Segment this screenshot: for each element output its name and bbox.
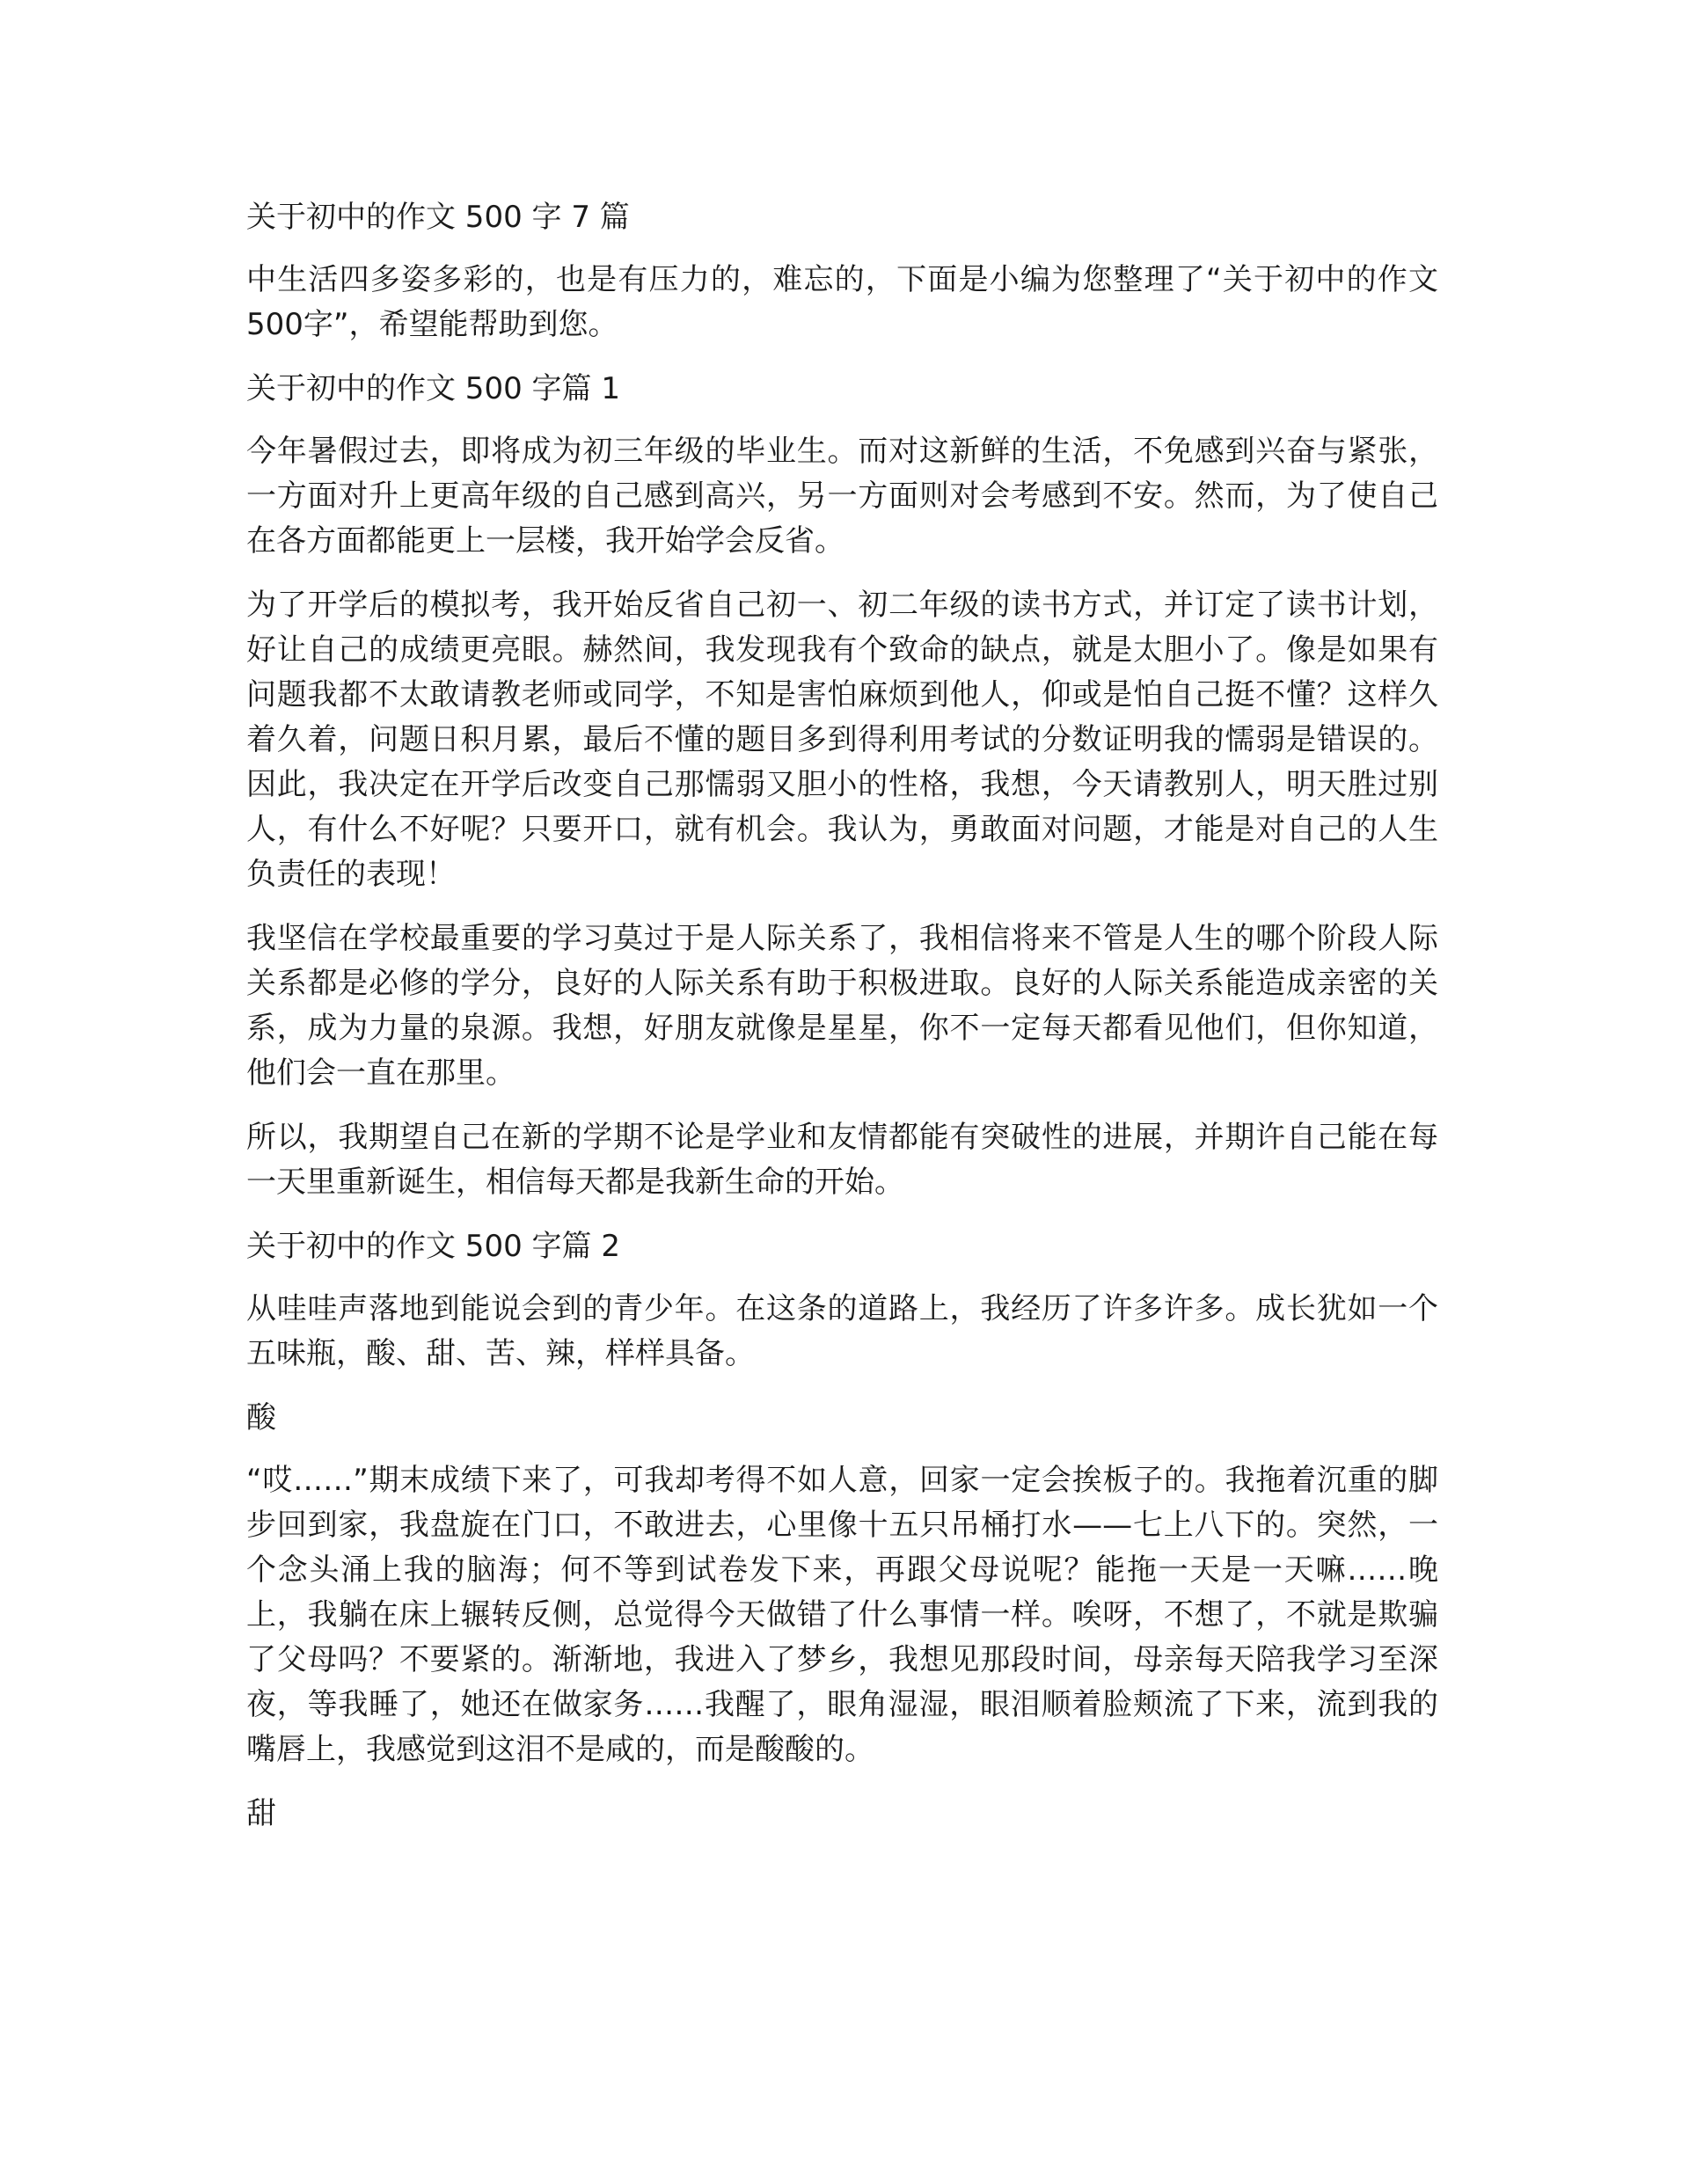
intro-paragraph: 中生活四多姿多彩的，也是有压力的，难忘的，下面是小编为您整理了“关于初中的作文 500字”，希望能帮助到您。 xyxy=(246,262,1438,342)
section-heading-1: 关于初中的作文 500 字篇 1 xyxy=(246,371,620,406)
body-paragraph: 我坚信在学校最重要的学习莫过于是人际关系了，我相信将来不管是人生的哪个阶段人际关系都是必修的学分，良好的人际关系有助于积极进取。良好的人际关系能造成亲密的关系，成为力量的泉源。我想，好朋友就像是星星，你不一定每天都看见他们，但你知道，他们会一直在那里。 xyxy=(246,921,1438,1091)
body-paragraph: 为了开学后的模拟考，我开始反省自己初一、初二年级的读书方式，并订定了读书计划，好让自己的成绩更亮眼。赫然间，我发现我有个致命的缺点，就是太胆小了。像是如果有问题我都不太敢请教老师或同学，不知是害怕麻烦到他人，仰或是怕自己挺不懂？这样久着久着，问题日积月累，最后不懂的题目多到得利用考试的分数证明我的懦弱是错误的。因此，我决定在开学后改变自己那懦弱又胆小的性格，我想，今天请教别人，明天胜过别人，有什么不好呢？只要开口，就有机会。我认为，勇敢面对问题，才能是对自己的人生负责任的表现！ xyxy=(246,588,1438,892)
body-paragraph: 所以，我期望自己在新的学期不论是学业和友情都能有突破性的进展，并期许自己能在每一天里重新诞生，相信每天都是我新生命的开始。 xyxy=(246,1120,1438,1200)
body-paragraph: 今年暑假过去，即将成为初三年级的毕业生。而对这新鲜的生活，不免感到兴奋与紧张，一方面对升上更高年级的自己感到高兴，另一方面则对会考感到不安。然而，为了使自己在各方面都能更上一层楼，我开始学会反省。 xyxy=(246,434,1438,559)
document-page xyxy=(246,195,1438,1854)
subheading-sweet: 甜 xyxy=(246,1796,276,1831)
section-heading-2: 关于初中的作文 500 字篇 2 xyxy=(246,1229,620,1264)
subheading-sour: 酸 xyxy=(246,1400,276,1435)
body-paragraph: “哎……”期末成绩下来了，可我却考得不如人意，回家一定会挨板子的。我拖着沉重的脚步回到家，我盘旋在门口，不敢进去，心里像十五只吊桶打水——七上八下的。突然，一个念头涌上我的脑海；何不等到试卷发下来，再跟父母说呢？能拖一天是一天嘛……晚上，我躺在床上辗转反侧，总觉得今天做错了什么事情一样。唉呀，不想了，不就是欺骗了父母吗？不要紧的。渐渐地，我进入了梦乡，我想见那段时间，母亲每天陪我学习至深夜，等我睡了，她还在做家务……我醒了，眼角湿湿，眼泪顺着脸颊流了下来，流到我的嘴唇上，我感觉到这泪不是咸的，而是酸酸的。 xyxy=(246,1463,1438,1767)
document-title: 关于初中的作文 500 字 7 篇 xyxy=(246,200,630,235)
body-paragraph: 从哇哇声落地到能说会到的青少年。在这条的道路上，我经历了许多许多。成长犹如一个五味瓶，酸、甜、苦、辣，样样具备。 xyxy=(246,1291,1438,1371)
